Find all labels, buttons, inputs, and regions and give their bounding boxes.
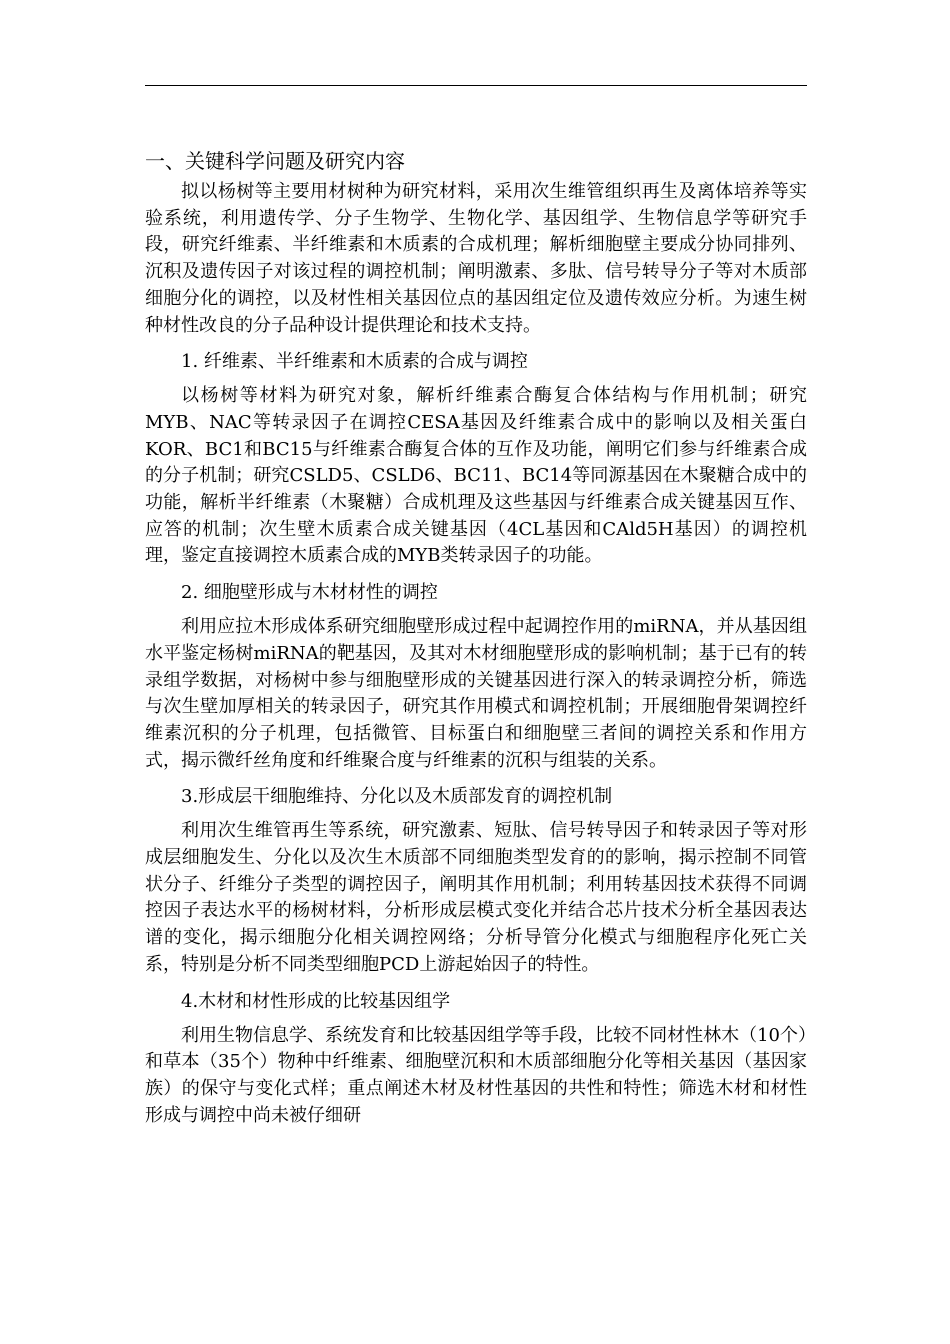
subsection-body-2: 利用应拉木形成体系研究细胞壁形成过程中起调控作用的miRNA，并从基因组水平鉴定杨树miRNA的靶基因，及其对木材细胞壁形成的影响机制；基于已有的转录组学数据，对杨树中参与细胞壁形成的关键基因进行深入的转录调控分析，筛选与次生壁加厚相关的转录因子，研究其作用模式和调控机制；开展细胞骨架调控纤维素沉积的分子机理，包括微管、目标蛋白和细胞壁三者间的调控关系和作用方式，揭示微纤丝角度和纤维聚合度与纤维素的沉积与组装的关系。 (145, 616, 807, 771)
subsection-title-1: 1. 纤维素、半纤维素和木质素的合成与调控 (181, 351, 528, 373)
subsection-title-2: 2. 细胞壁形成与木材材性的调控 (181, 582, 438, 604)
intro-paragraph: 拟以杨树等主要用材树种为研究材料，采用次生维管组织再生及离体培养等实验系统，利用遗传学、分子生物学、生物化学、基因组学、生物信息学等研究手段，研究纤维素、半纤维素和木质素的合成机理；解析细胞壁主要成分协同排列、沉积及遗传因子对该过程的调控机制；阐明激素、多肽、信号转导分子等对木质部细胞分化的调控，以及材性相关基因位点的基因组定位及遗传效应分析。为速生树种材性改良的分子品种设计提供理论和技术支持。 (145, 181, 807, 336)
subsection-title-3: 3.形成层干细胞维持、分化以及木质部发育的调控机制 (181, 786, 613, 808)
subsection-body-4: 利用生物信息学、系统发育和比较基因组学等手段，比较不同材性林木（10个）和草本（35个）物种中纤维素、细胞壁沉积和木质部细胞分化等相关基因（基因家族）的保守与变化式样；重点阐述木材及材性基因的共性和特性；筛选木材和材性形成与调控中尚未被仔细研 (145, 1024, 807, 1126)
subsection-body-1: 以杨树等材料为研究对象，解析纤维素合酶复合体结构与作用机制；研究MYB、NAC等转录因子在调控CESA基因及纤维素合成中的影响以及相关蛋白KOR、BC1和BC15与纤维素合酶复合体的互作及功能，阐明它们参与纤维素合成的分子机制；研究CSLD5、CSLD6、BC11、BC14等同源基因在木聚糖合成中的功能，解析半纤维素（木聚糖）合成机理及这些基因与纤维素合成关键基因互作、应答的机制；次生壁木质素合成关键基因（4CL基因和CAld5H基因）的调控机理，鉴定直接调控木质素合成的MYB类转录因子的功能。 (145, 385, 807, 567)
subsection-title-4: 4.木材和材性形成的比较基因组学 (181, 990, 451, 1012)
header-rule (145, 85, 807, 86)
document-body (145, 147, 807, 1129)
section-heading: 一、关键科学问题及研究内容 (145, 149, 405, 173)
subsection-body-3: 利用次生维管再生等系统，研究激素、短肽、信号转导因子和转录因子等对形成层细胞发生、分化以及次生木质部不同细胞类型发育的的影响，揭示控制不同管状分子、纤维分子类型的调控因子，阐明其作用机制；利用转基因技术获得不同调控因子表达水平的杨树材料，分析形成层模式变化并结合芯片技术分析全基因表达谱的变化，揭示细胞分化相关调控网络；分析导管分化模式与细胞程序化死亡关系，特别是分析不同类型细胞PCD上游起始因子的特性。 (145, 820, 807, 975)
